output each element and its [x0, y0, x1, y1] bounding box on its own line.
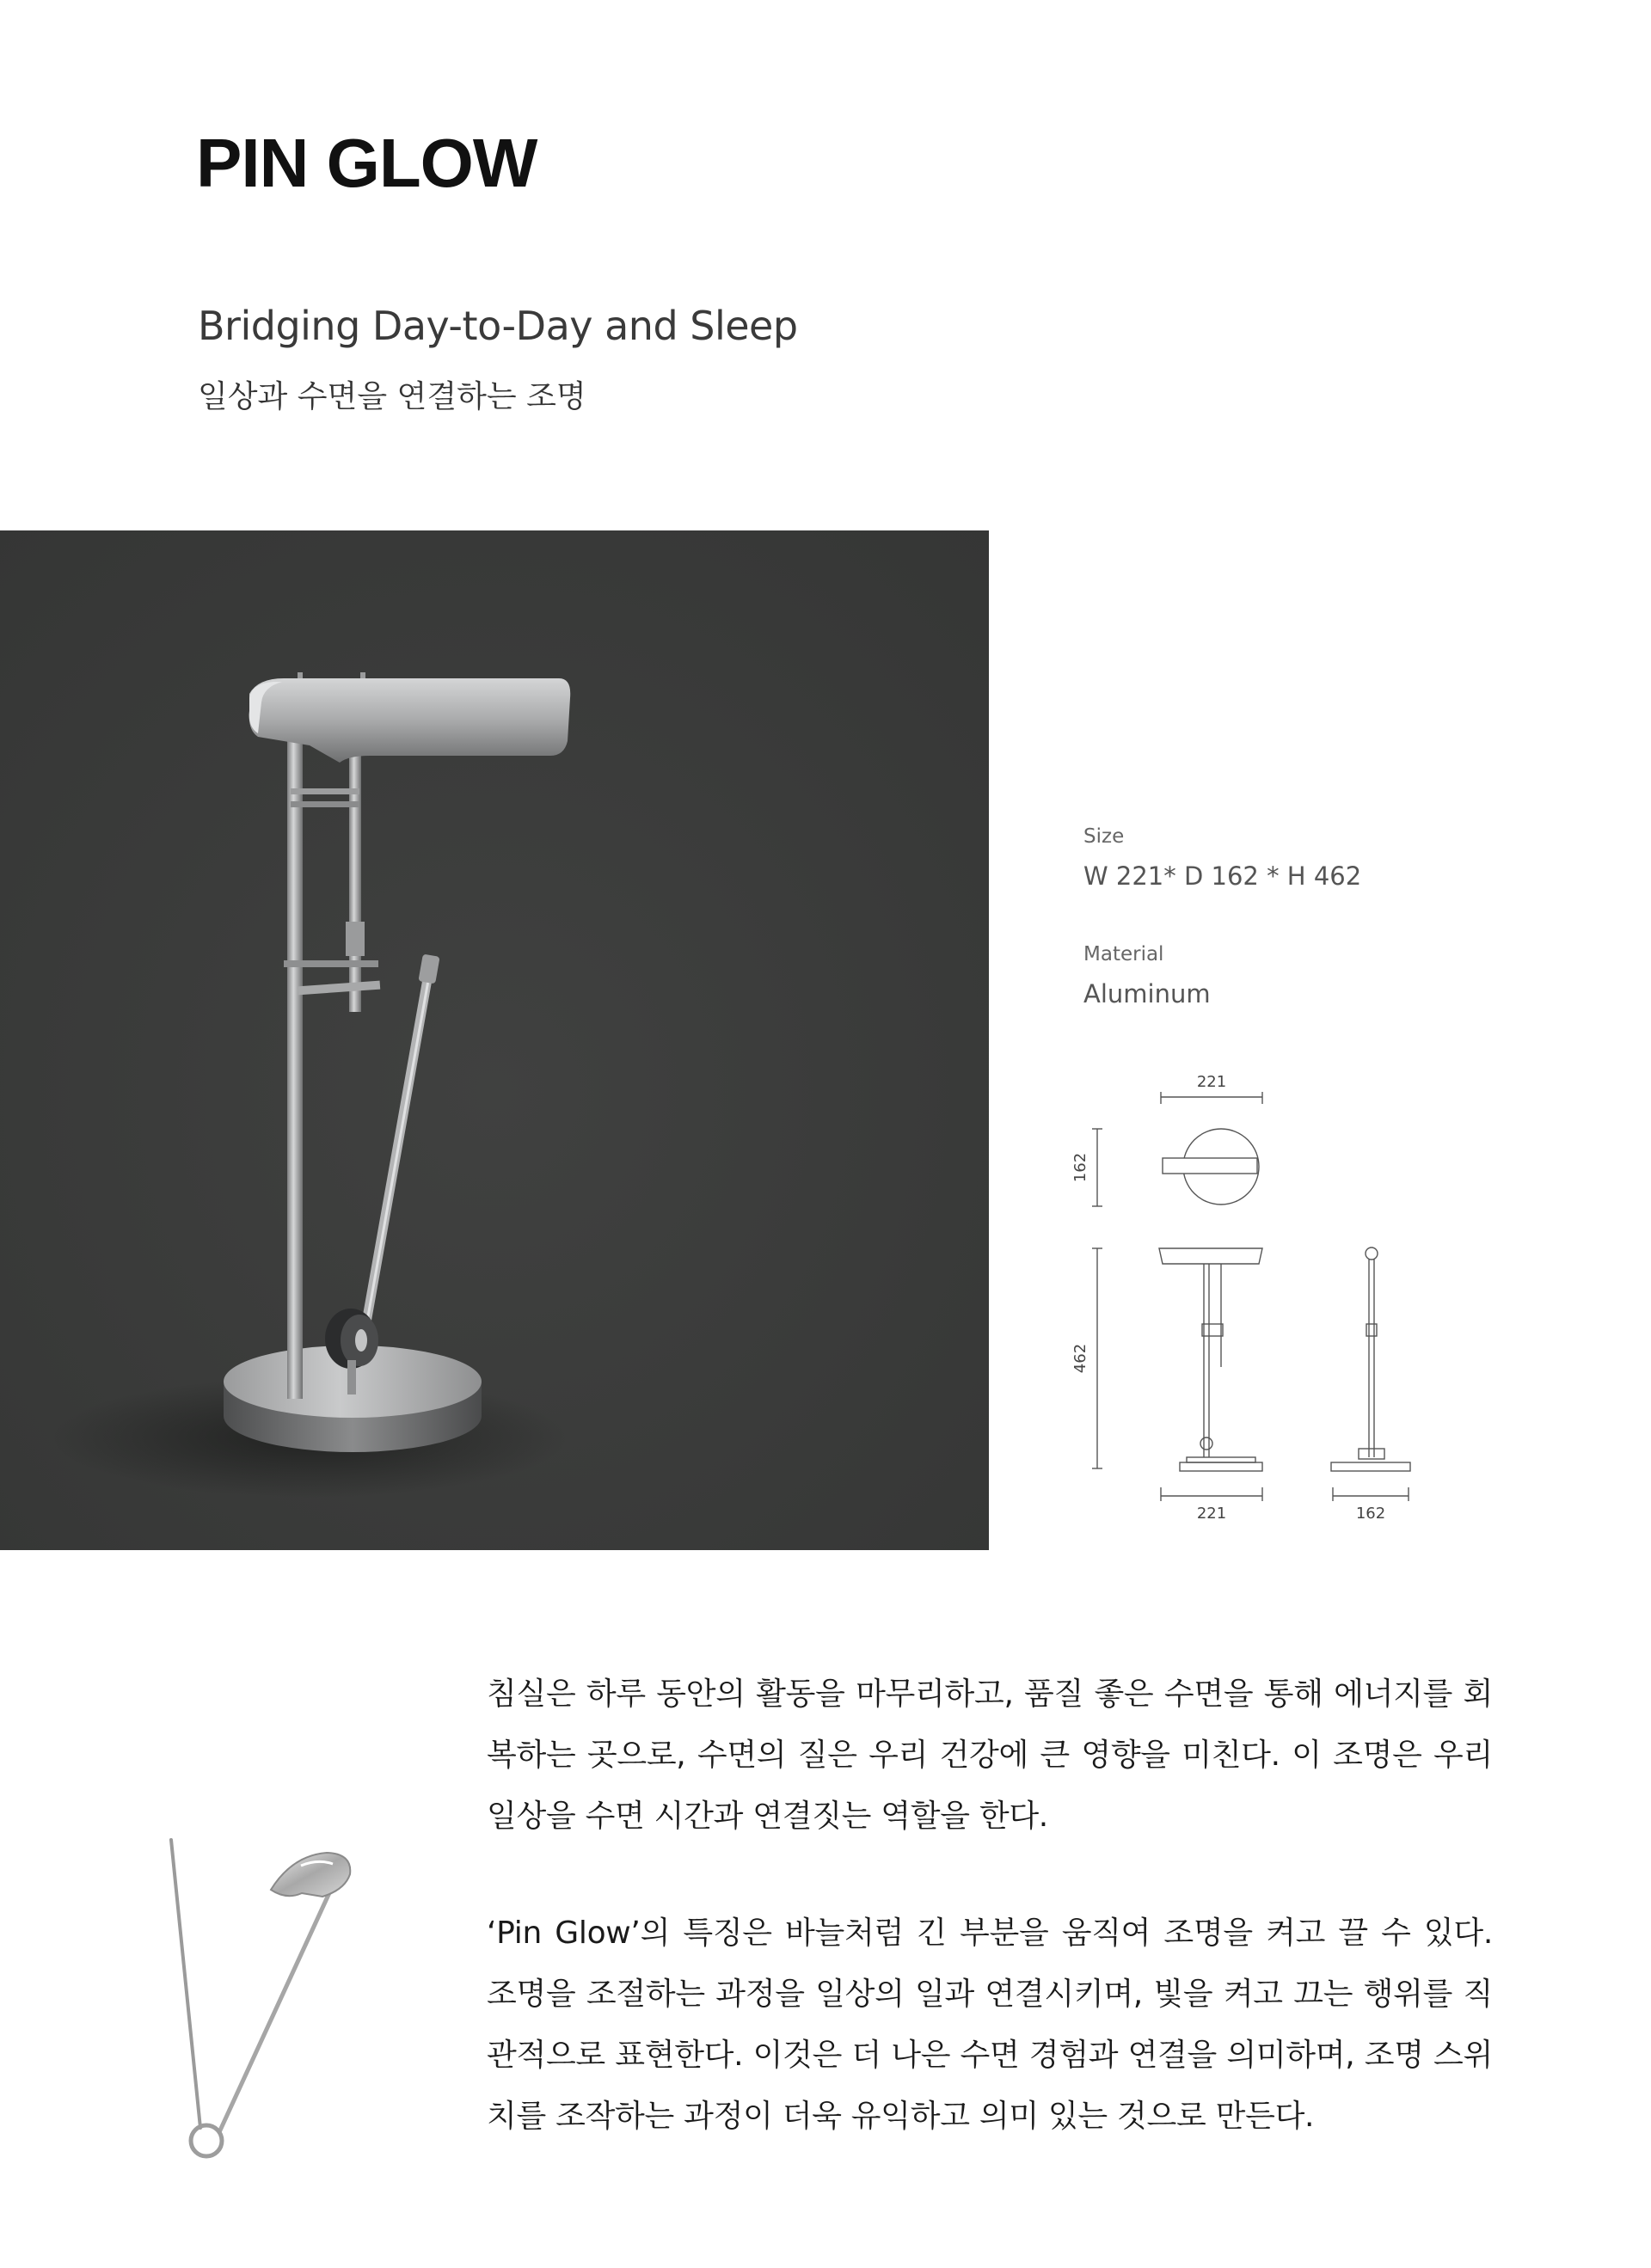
page-title: PIN GLOW: [196, 125, 537, 201]
dim-front-width: 221: [1196, 1505, 1227, 1522]
material-value: Aluminum: [1083, 979, 1211, 1008]
dim-side-depth: 162: [1355, 1505, 1386, 1522]
description-paragraph-2: ‘Pin Glow’의 특징은 바늘처럼 긴 부분을 움직여 조명을 켜고 끌 수 있다. 조명을 조절하는 과정을 일상의 일과 연결시키며, 빛을 켜고 끄는 행위를 직관적으로 표현한다. 이것은 더 나은 수면 경험과 연결을 의미하며, 조명 스위치를 조작하는 과정이 더욱 유익하고 의미 있는 것으로 만든다.: [487, 1916, 1493, 2134]
material-spec: [1083, 943, 1211, 1008]
safety-pin-image: [150, 1814, 391, 2210]
dim-front-height: 462: [1071, 1343, 1089, 1374]
size-label: Size: [1083, 825, 1125, 848]
dim-top-depth: 162: [1071, 1152, 1089, 1183]
page-subtitle-korean: 일상과 수면을 연결하는 조명: [198, 379, 586, 414]
dimension-drawing: [1066, 1066, 1445, 1522]
page-subtitle: Bridging Day-to-Day and Sleep: [198, 303, 798, 349]
lamp-product-photo: [0, 530, 989, 1550]
description-paragraph-1: 침실은 하루 동안의 활동을 마무리하고, 품질 좋은 수면을 통해 에너지를 회복하는 곳으로, 수면의 질은 우리 건강에 큰 영향을 미친다. 이 조명은 우리 일상을 수면 시간과 연결짓는 역할을 한다.: [487, 1676, 1493, 1834]
size-value: W 221* D 162 * H 462: [1083, 861, 1362, 891]
dim-top-width: 221: [1196, 1073, 1227, 1091]
material-label: Material: [1083, 943, 1164, 965]
size-spec: [1083, 825, 1361, 891]
